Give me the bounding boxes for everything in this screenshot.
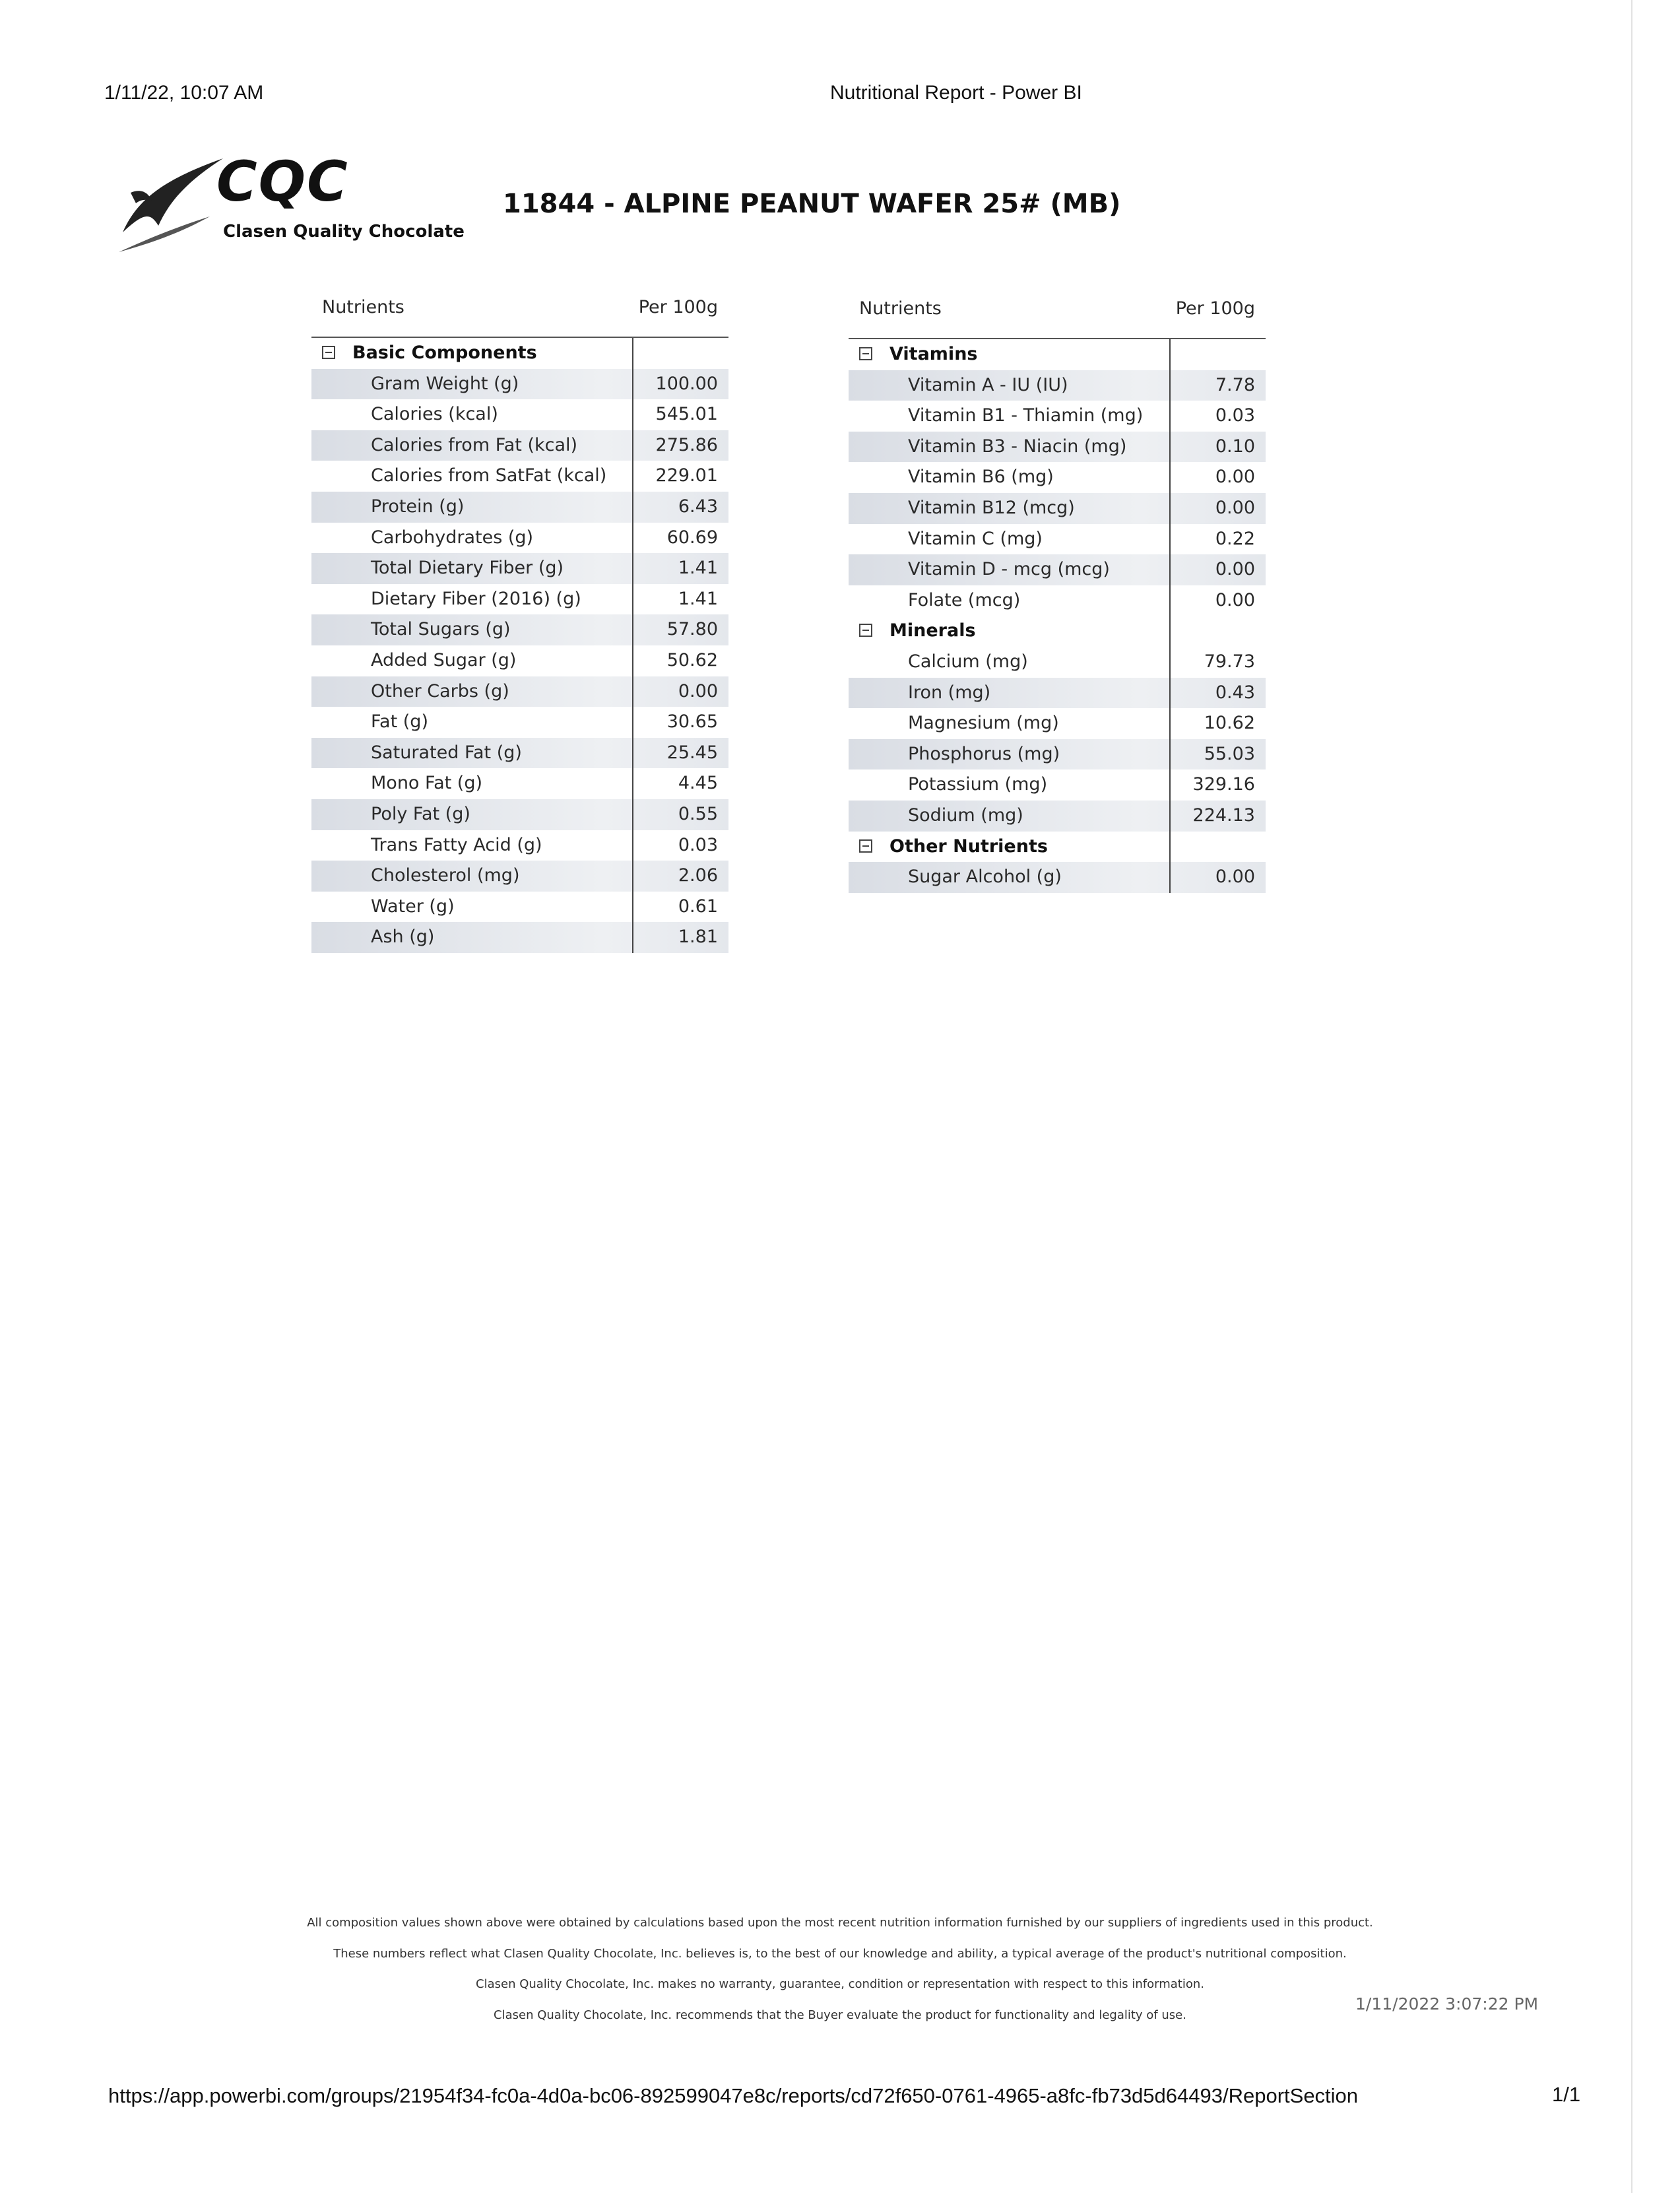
nutrient-value: 55.03 xyxy=(1204,743,1255,764)
nutrient-name: Water (g) xyxy=(371,896,455,917)
nutrient-value: 0.00 xyxy=(1215,589,1255,610)
collapse-icon[interactable] xyxy=(859,839,872,853)
group-label: Minerals xyxy=(889,620,976,641)
nutrient-name: Vitamin B3 - Niacin (mg) xyxy=(908,436,1127,457)
table-row xyxy=(311,922,728,953)
nutrient-value: 6.43 xyxy=(678,496,718,517)
table-row xyxy=(849,432,1266,463)
col-nutrients-header: Nutrients xyxy=(322,297,404,317)
product-title: 11844 - ALPINE PEANUT WAFER 25# (MB) xyxy=(503,189,1121,219)
nutrient-value: 224.13 xyxy=(1192,804,1255,826)
table-row xyxy=(311,645,728,676)
nutrient-value: 275.86 xyxy=(655,434,718,455)
collapse-icon[interactable] xyxy=(859,624,872,637)
nutrient-value: 0.03 xyxy=(678,834,718,855)
nutrient-name: Vitamin B6 (mg) xyxy=(908,467,1054,488)
table-row xyxy=(849,401,1266,432)
group-label: Basic Components xyxy=(352,343,537,363)
group-basic-components[interactable] xyxy=(311,338,728,369)
table-row xyxy=(311,768,728,799)
print-page-title: Nutritional Report - Power BI xyxy=(830,82,1082,104)
nutrient-name: Protein (g) xyxy=(371,496,465,517)
page-number: 1/1 xyxy=(1552,2083,1581,2106)
table-row xyxy=(849,708,1266,739)
table-row xyxy=(311,430,728,461)
nutrient-name: Other Carbs (g) xyxy=(371,680,509,702)
print-date: 1/11/22, 10:07 AM xyxy=(104,82,264,104)
table-row xyxy=(311,523,728,554)
nutrient-name: Carbohydrates (g) xyxy=(371,527,534,548)
col-per-100g-header: Per 100g xyxy=(638,297,718,317)
table-row xyxy=(311,799,728,830)
table-row xyxy=(849,554,1266,585)
group-label: Other Nutrients xyxy=(889,835,1048,857)
table-row xyxy=(311,892,728,923)
nutrient-name: Calories (kcal) xyxy=(371,404,498,425)
disclaimer-line-3: Clasen Quality Chocolate, Inc. makes no warranty, guarantee, condition or representation with respect to this information. xyxy=(476,1977,1204,1991)
nutrient-name: Ash (g) xyxy=(371,927,435,948)
nutrient-value: 60.69 xyxy=(666,527,718,548)
table-row xyxy=(849,862,1266,893)
page-edge-line xyxy=(1631,0,1632,2193)
nutrient-name: Sugar Alcohol (g) xyxy=(908,867,1062,888)
nutrient-value: 0.43 xyxy=(1215,682,1255,703)
vitamins-rows xyxy=(849,370,1266,616)
table-body xyxy=(311,338,728,953)
nutrient-value: 30.65 xyxy=(666,711,718,733)
nutrient-value: 7.78 xyxy=(1215,374,1255,395)
nutrient-name: Gram Weight (g) xyxy=(371,373,519,394)
nutrient-value: 329.16 xyxy=(1192,774,1255,795)
basic-components-rows xyxy=(311,369,728,953)
nutrient-value: 545.01 xyxy=(655,404,718,425)
group-minerals[interactable] xyxy=(849,616,1266,647)
minerals-rows xyxy=(849,647,1266,832)
table-row xyxy=(311,492,728,523)
table-row xyxy=(311,830,728,861)
nutrient-name: Calories from SatFat (kcal) xyxy=(371,465,607,486)
nutrient-value: 0.00 xyxy=(1215,867,1255,888)
table-row xyxy=(311,738,728,769)
table-row xyxy=(311,461,728,492)
disclaimer-line-1: All composition values shown above were obtained by calculations based upon the most recent nutrition information furnished by our suppliers of ingredients used in this product. xyxy=(307,1916,1373,1930)
nutrient-name: Phosphorus (mg) xyxy=(908,743,1060,764)
nutrient-value: 50.62 xyxy=(666,649,718,671)
nutrient-value: 0.00 xyxy=(678,680,718,702)
logo-wordmark: CQC xyxy=(216,149,349,214)
nutrient-name: Vitamin C (mg) xyxy=(908,528,1043,549)
nutrient-name: Total Dietary Fiber (g) xyxy=(371,558,564,579)
collapse-icon[interactable] xyxy=(859,347,872,360)
group-label: Vitamins xyxy=(889,344,978,364)
table-row xyxy=(849,769,1266,801)
collapse-icon[interactable] xyxy=(322,346,335,359)
nutrient-value: 57.80 xyxy=(666,619,718,640)
logo-subtitle: Clasen Quality Chocolate xyxy=(223,222,465,242)
other-nutrients-rows xyxy=(849,862,1266,893)
table-body xyxy=(849,339,1266,893)
nutrient-name: Calories from Fat (kcal) xyxy=(371,434,578,455)
table-row xyxy=(311,707,728,738)
nutrient-value: 4.45 xyxy=(678,773,718,794)
nutrient-name: Folate (mcg) xyxy=(908,589,1021,610)
nutrient-value: 79.73 xyxy=(1204,651,1255,672)
table-row xyxy=(849,585,1266,616)
nutrient-name: Fat (g) xyxy=(371,711,428,733)
nutrient-value: 0.10 xyxy=(1215,436,1255,457)
logo-swoosh-icon xyxy=(117,153,230,259)
nutrient-name: Total Sugars (g) xyxy=(371,619,511,640)
table-row xyxy=(311,676,728,707)
table-row xyxy=(849,370,1266,401)
table-header xyxy=(311,296,728,338)
nutrient-name: Potassium (mg) xyxy=(908,774,1048,795)
nutrient-name: Dietary Fiber (2016) (g) xyxy=(371,588,581,609)
nutrient-name: Mono Fat (g) xyxy=(371,773,483,794)
nutrient-value: 0.00 xyxy=(1215,497,1255,518)
nutrient-value: 1.41 xyxy=(678,558,718,579)
disclaimer-line-4: Clasen Quality Chocolate, Inc. recommends that the Buyer evaluate the product for functionality and legality of use. xyxy=(494,2008,1186,2022)
nutrient-name: Vitamin D - mcg (mcg) xyxy=(908,559,1110,580)
nutrient-name: Vitamin B1 - Thiamin (mg) xyxy=(908,405,1144,426)
nutrient-value: 0.61 xyxy=(678,896,718,917)
nutrient-name: Added Sugar (g) xyxy=(371,649,517,671)
nutrient-name: Vitamin B12 (mcg) xyxy=(908,497,1075,518)
table-row xyxy=(849,524,1266,555)
group-other-nutrients[interactable] xyxy=(849,832,1266,863)
nutrient-name: Sodium (mg) xyxy=(908,804,1023,826)
table-row xyxy=(311,584,728,615)
table-row xyxy=(311,553,728,584)
table-header xyxy=(849,297,1266,339)
nutrient-name: Iron (mg) xyxy=(908,682,991,703)
nutrient-value: 100.00 xyxy=(655,373,718,394)
table-row xyxy=(849,493,1266,524)
nutrient-name: Vitamin A - IU (IU) xyxy=(908,374,1068,395)
nutrient-name: Poly Fat (g) xyxy=(371,803,470,824)
disclaimer-line-2: These numbers reflect what Clasen Quality Chocolate, Inc. believes is, to the best of our knowledge and ability, a typical average of the product's nutritional composition. xyxy=(333,1947,1347,1961)
report-timestamp: 1/11/2022 3:07:22 PM xyxy=(1355,1994,1539,2013)
table-row xyxy=(311,861,728,892)
nutrient-value: 1.81 xyxy=(678,927,718,948)
nutrient-value: 0.55 xyxy=(678,803,718,824)
nutrient-name: Saturated Fat (g) xyxy=(371,742,522,763)
report-url: https://app.powerbi.com/groups/21954f34-fc0a-4d0a-bc06-892599047e8c/reports/cd72f650-0761-4965-a8fc-fb73d5d64493/ReportSection xyxy=(108,2084,1359,2107)
nutrient-name: Trans Fatty Acid (g) xyxy=(371,834,542,855)
nutrient-name: Magnesium (mg) xyxy=(908,713,1059,734)
table-row xyxy=(311,399,728,430)
col-per-100g-header: Per 100g xyxy=(1175,298,1255,319)
nutrient-value: 0.00 xyxy=(1215,559,1255,580)
table-row xyxy=(849,739,1266,770)
table-row xyxy=(849,801,1266,832)
col-nutrients-header: Nutrients xyxy=(859,298,942,319)
nutrient-name: Calcium (mg) xyxy=(908,651,1028,672)
table-row xyxy=(849,462,1266,493)
nutrient-value: 0.22 xyxy=(1215,528,1255,549)
company-logo xyxy=(117,149,467,259)
table-row xyxy=(311,369,728,400)
group-vitamins[interactable] xyxy=(849,339,1266,370)
table-row xyxy=(849,678,1266,709)
table-row xyxy=(311,614,728,645)
vitamins-minerals-table xyxy=(849,297,1266,893)
nutrient-value: 10.62 xyxy=(1204,713,1255,734)
basic-components-table xyxy=(311,296,728,953)
nutrient-value: 1.41 xyxy=(678,588,718,609)
nutrient-value: 229.01 xyxy=(655,465,718,486)
nutrient-value: 0.03 xyxy=(1215,405,1255,426)
nutrient-value: 25.45 xyxy=(666,742,718,763)
nutrient-value: 2.06 xyxy=(678,865,718,886)
nutrient-value: 0.00 xyxy=(1215,467,1255,488)
nutrient-name: Cholesterol (mg) xyxy=(371,865,520,886)
table-row xyxy=(849,647,1266,678)
